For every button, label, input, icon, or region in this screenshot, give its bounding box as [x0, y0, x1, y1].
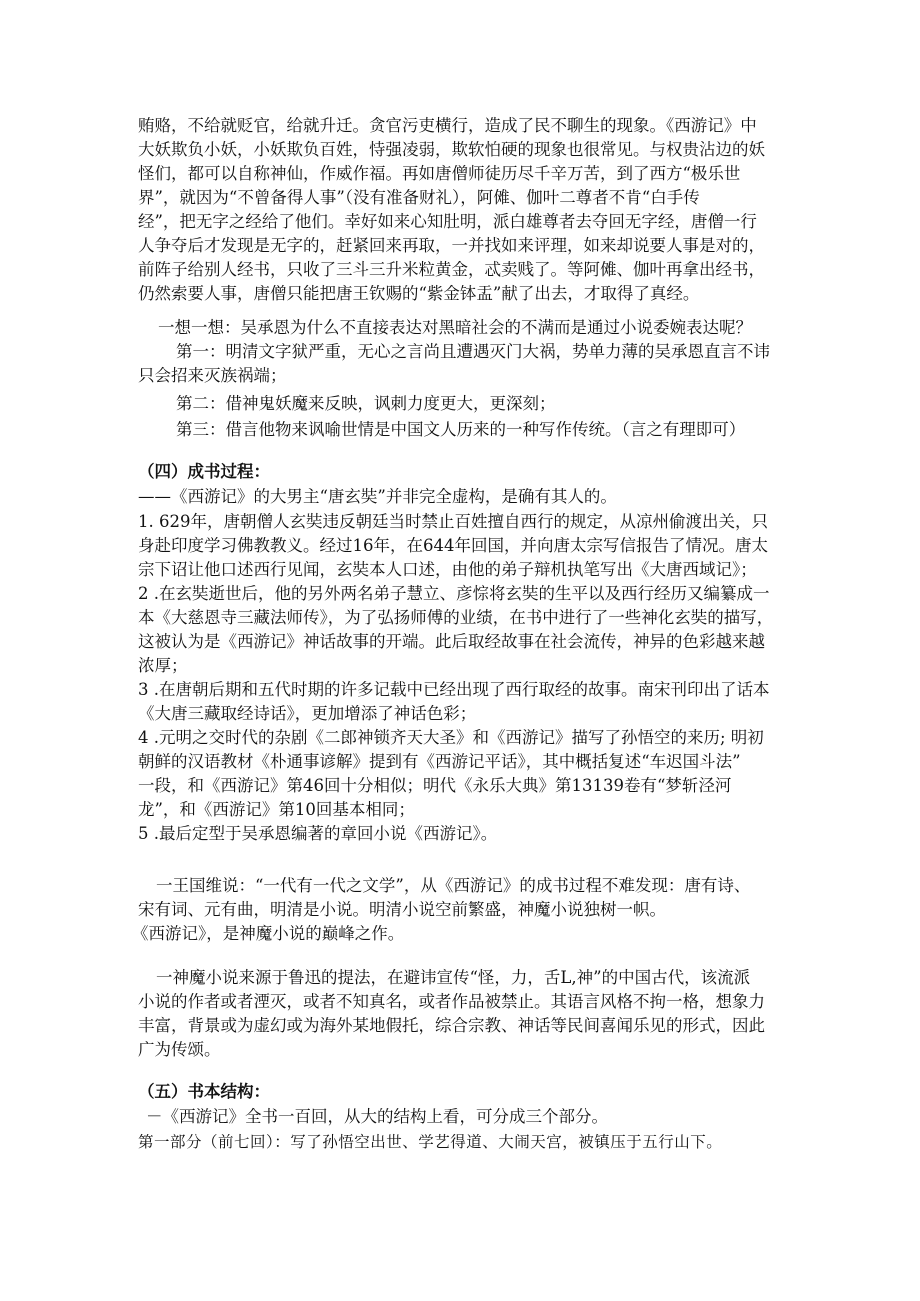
- section-line: 1. 629年，唐朝僧人玄奘违反朝廷当时禁止百姓擅自西行的规定，从凉州偷渡出关，只: [138, 512, 768, 531]
- answer-first: 第一：明清文字狱严重，无心之言尚且遭遇灭门大祸，势单力薄的吴承恩直言不讳: [176, 342, 770, 361]
- quote-line: 一王国维说：“一代有一代之文学”，从《西游记》的成书过程不难发现：唐有诗、: [156, 876, 751, 895]
- section-line: 身赴印度学习佛教教义。经过16年，在644年回国，并向唐太宗写信报告了情况。唐太: [138, 536, 768, 555]
- paragraph-line: 怪们，都可以自称神仙，作威作福。再如唐僧师徒历尽千辛万苦，到了西方“极乐世: [138, 164, 741, 183]
- section-line: 5 .最后定型于吴承恩编著的章回小说《西游记》。: [138, 824, 498, 843]
- answer-first-cont: 只会招来灭族祸端；: [138, 366, 287, 385]
- paragraph-line: 大妖欺负小妖，小妖欺负百姓，恃强凌弱，欺软怕硬的现象也很常见。与权贵沾边的妖: [138, 140, 765, 159]
- structure-intro: －《西游记》全书一百回，从大的结构上看，可分成三个部分。: [146, 1107, 608, 1126]
- quote-line: 《西游记》，是神魔小说的巅峰之作。: [132, 924, 405, 943]
- paragraph-line: 贿赂，不给就贬官，给就升迁。贪官污吏横行，造成了民不聊生的现象。《西游记》中: [138, 116, 757, 135]
- section-line: 这被认为是《西游记》神话故事的开端。此后取经故事在社会流传，神异的色彩越来越: [138, 632, 765, 651]
- paragraph-line: 经”，把无字之经给了他们。幸好如来心知肚明，派白雄尊者去夺回无字经，唐僧一行: [138, 212, 757, 231]
- paragraph-line: 丰富，背景或为虚幻或为海外某地假托，综合宗教、神话等民间喜闻乐见的形式，因此: [138, 1016, 765, 1035]
- quote-line: 宋有词、元有曲，明清是小说。明清小说空前繁盛，神魔小说独树一帜。: [138, 900, 666, 919]
- paragraph-line: 一神魔小说来源于鲁迅的提法，在避讳宣传“怪，力，舌L,神”的中国古代，该流派: [156, 968, 751, 987]
- section-line: 龙”，和《西游记》第10回基本相同；: [138, 800, 415, 819]
- section-heading: （四）成书过程：: [138, 462, 270, 481]
- section-line: 3 .在唐朝后期和五代时期的许多记载中已经出现了西行取经的故事。南宋刊印出了话本: [138, 680, 770, 699]
- section-line: 2 .在玄奘逝世后，他的另外两名弟子慧立、彦悰将玄奘的生平以及西行经历又编纂成一: [138, 584, 770, 603]
- paragraph-line: 前阵子给别人经书，只收了三斗三升米粒黄金，忒卖贱了。等阿傩、伽叶再拿出经书，: [138, 260, 765, 279]
- section-line: 宗下诏让他口述西行见闻，玄奘本人口述，由他的弟子辩机执笔写出《大唐西域记》；: [138, 560, 757, 579]
- section-heading: （五）书本结构：: [138, 1082, 270, 1101]
- section-line: 4 .元明之交时代的杂剧《二郎神锁齐天大圣》和《西游记》描写了孙悟空的来历; 明初: [138, 728, 764, 747]
- section-line: 一段，和《西游记》第46回十分相似；明代《永乐大典》第13139卷有“梦斩泾河: [138, 776, 732, 795]
- section-line: 浓厚；: [138, 656, 188, 675]
- section-line: 《大唐三藏取经诗话》，更加增添了神话色彩；: [138, 704, 477, 723]
- paragraph-line: 小说的作者或者湮灭，或者不知真名，或者作品被禁止。其语言风格不拘一格，想象力: [138, 992, 765, 1011]
- paragraph-line: 广为传颂。: [138, 1040, 221, 1059]
- answer-second: 第二：借神鬼妖魔来反映，讽刺力度更大，更深刻；: [176, 394, 556, 413]
- paragraph-line: 界”，就因为“不曾备得人事”（没有准备财礼），阿傩、伽叶二尊者不肯“白手传: [138, 188, 700, 207]
- think-question: 一想一想：吴承恩为什么不直接表达对黑暗社会的不满而是通过小说委婉表达呢？: [158, 318, 752, 337]
- answer-third: 第三：借言他物来讽喻世情是中国文人历来的一种写作传统。（言之有理即可）: [176, 420, 746, 439]
- structure-part-one: 第一部分（前七回）：写了孙悟空出世、学艺得道、大闹天宫，被镇压于五行山下。: [138, 1133, 723, 1151]
- paragraph-line: 人争夺后才发现是无字的，赶紧回来再取，一并找如来评理，如来却说要人事是对的，: [138, 236, 765, 255]
- section-line: 朝鲜的汉语教材《朴通事谚解》提到有《西游记平话》，其中概括复述“车迟国斗法”: [138, 752, 741, 771]
- paragraph-line: 仍然索要人事，唐僧只能把唐王钦赐的“紫金钵盂”献了出去，才取得了真经。: [138, 284, 700, 303]
- section-line: 本《大慈恩寺三藏法师传》，为了弘扬师傅的业绩，在书中进行了一些神化玄奘的描写，: [138, 608, 774, 627]
- section-line: ——《西游记》的大男主“唐玄奘”并非完全虚构，是确有其人的。: [138, 487, 617, 506]
